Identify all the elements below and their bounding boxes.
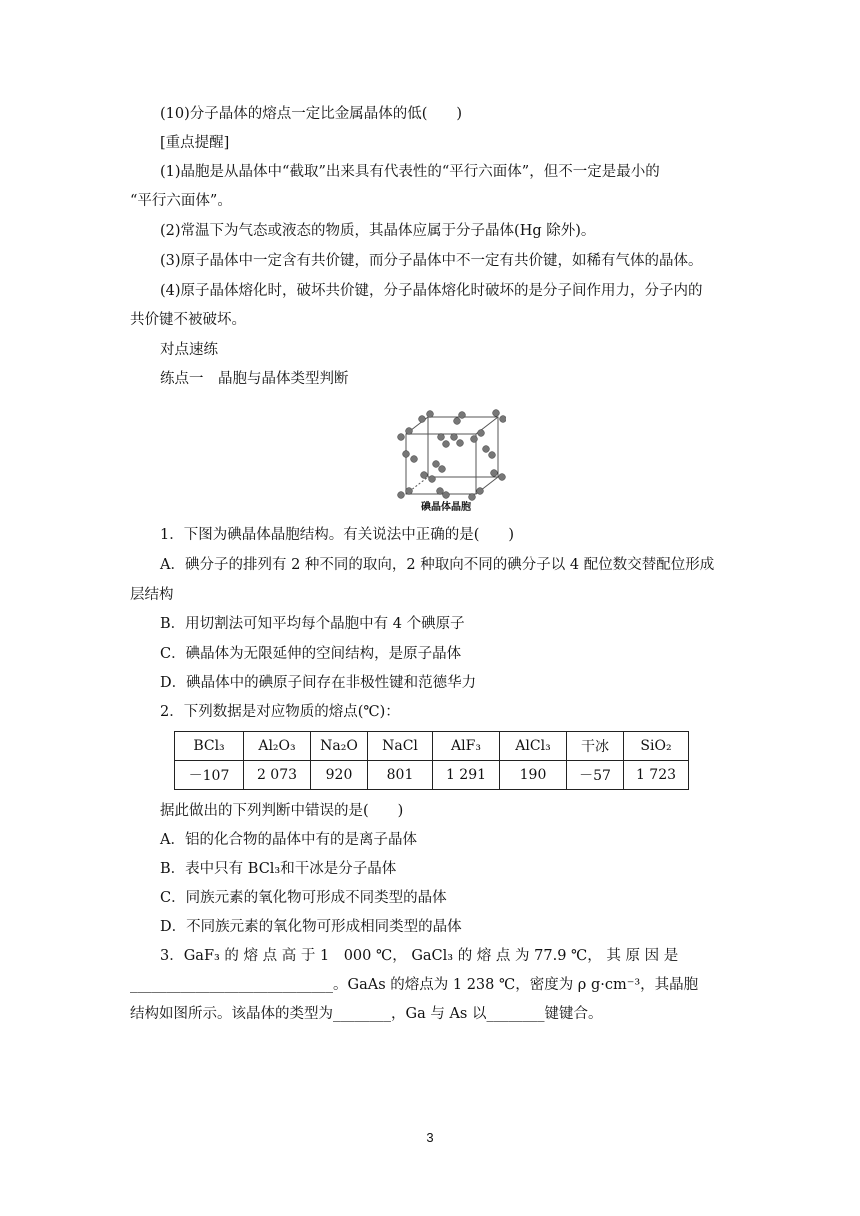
practice-point-1: 练点一 晶胞与晶体类型判断: [160, 371, 349, 387]
q1-option-a-line-1: A．碘分子的排列有 2 种不同的取向，2 种取向不同的碘分子以 4 配位数交替配位形成: [160, 557, 715, 573]
table-cell: BCl₃: [175, 732, 244, 761]
melting-point-table: [174, 731, 689, 790]
question-2: 2．下列数据是对应物质的熔点(℃)：: [160, 704, 400, 720]
question-3-line-3: 结构如图所示。该晶体的类型为________，Ga 与 As 以________键键合。: [130, 1006, 603, 1022]
q2-option-d: D．不同族元素的氧化物可形成相同类型的晶体: [160, 919, 462, 935]
q1-option-a-line-2: 层结构: [130, 587, 174, 603]
tip-4-line-2: 共价键不被破坏。: [130, 312, 246, 328]
question-2-prompt: 据此做出的下列判断中错误的是( ): [160, 803, 404, 819]
question-10: (10)分子晶体的熔点一定比金属晶体的低( ): [160, 106, 463, 122]
key-tips-heading: [重点提醒]: [160, 135, 230, 151]
tip-4-line-1: (4)原子晶体熔化时，破坏共价键，分子晶体熔化时破坏的是分子间作用力，分子内的: [160, 283, 703, 299]
table-cell: －107: [175, 761, 244, 790]
figure-caption: 碘晶体晶胞: [421, 502, 471, 513]
table-cell: Na₂O: [311, 732, 368, 761]
tip-1-line-1: (1)晶胞是从晶体中“截取”出来具有代表性的“平行六面体”，但不一定是最小的: [160, 164, 660, 180]
table-cell: 干冰: [567, 732, 624, 761]
question-3-line-1: 3．GaF₃ 的 熔 点 高 于 1 000 ℃， GaCl₃ 的 熔 点 为 77.9 ℃， 其 原 因 是: [160, 948, 679, 964]
practice-heading: 对点速练: [160, 342, 218, 358]
tip-2: (2)常温下为气态或液态的物质，其晶体应属于分子晶体(Hg 除外)。: [160, 223, 596, 239]
table-cell: SiO₂: [624, 732, 689, 761]
table-cell: 190: [500, 761, 567, 790]
table-cell: 920: [311, 761, 368, 790]
table-cell: AlF₃: [433, 732, 500, 761]
question-1: 1．下图为碘晶体晶胞结构。有关说法中正确的是( ): [160, 527, 515, 543]
q1-option-d: D．碘晶体中的碘原子间存在非极性键和范德华力: [160, 675, 477, 691]
table-cell: 2 073: [244, 761, 311, 790]
table-cell: 1 291: [433, 761, 500, 790]
table-cell: NaCl: [368, 732, 433, 761]
table-cell: －57: [567, 761, 624, 790]
tip-1-line-2: “平行六面体”。: [130, 193, 232, 209]
table-cell: 801: [368, 761, 433, 790]
tip-3: (3)原子晶体中一定含有共价键，而分子晶体中不一定有共价键，如稀有气体的晶体。: [160, 253, 703, 269]
table-cell: 1 723: [624, 761, 689, 790]
page-number: 3: [426, 1130, 434, 1145]
q1-option-b: B．用切割法可知平均每个晶胞中有 4 个碘原子: [160, 616, 465, 632]
table-row-melting-points: [175, 761, 689, 790]
table-row-substances: [175, 732, 689, 761]
q2-option-c: C．同族元素的氧化物可形成不同类型的晶体: [160, 890, 447, 906]
q2-option-b: B．表中只有 BCl₃和干冰是分子晶体: [160, 861, 397, 877]
question-3-line-2: ____________________________。GaAs 的熔点为 1 238 ℃，密度为 ρ g·cm⁻³，其晶胞: [130, 977, 699, 993]
q1-option-c: C．碘晶体为无限延伸的空间结构，是原子晶体: [160, 646, 462, 662]
q2-option-a: A．铝的化合物的晶体中有的是离子晶体: [160, 832, 417, 848]
table-cell: AlCl₃: [500, 732, 567, 761]
table-cell: Al₂O₃: [244, 732, 311, 761]
